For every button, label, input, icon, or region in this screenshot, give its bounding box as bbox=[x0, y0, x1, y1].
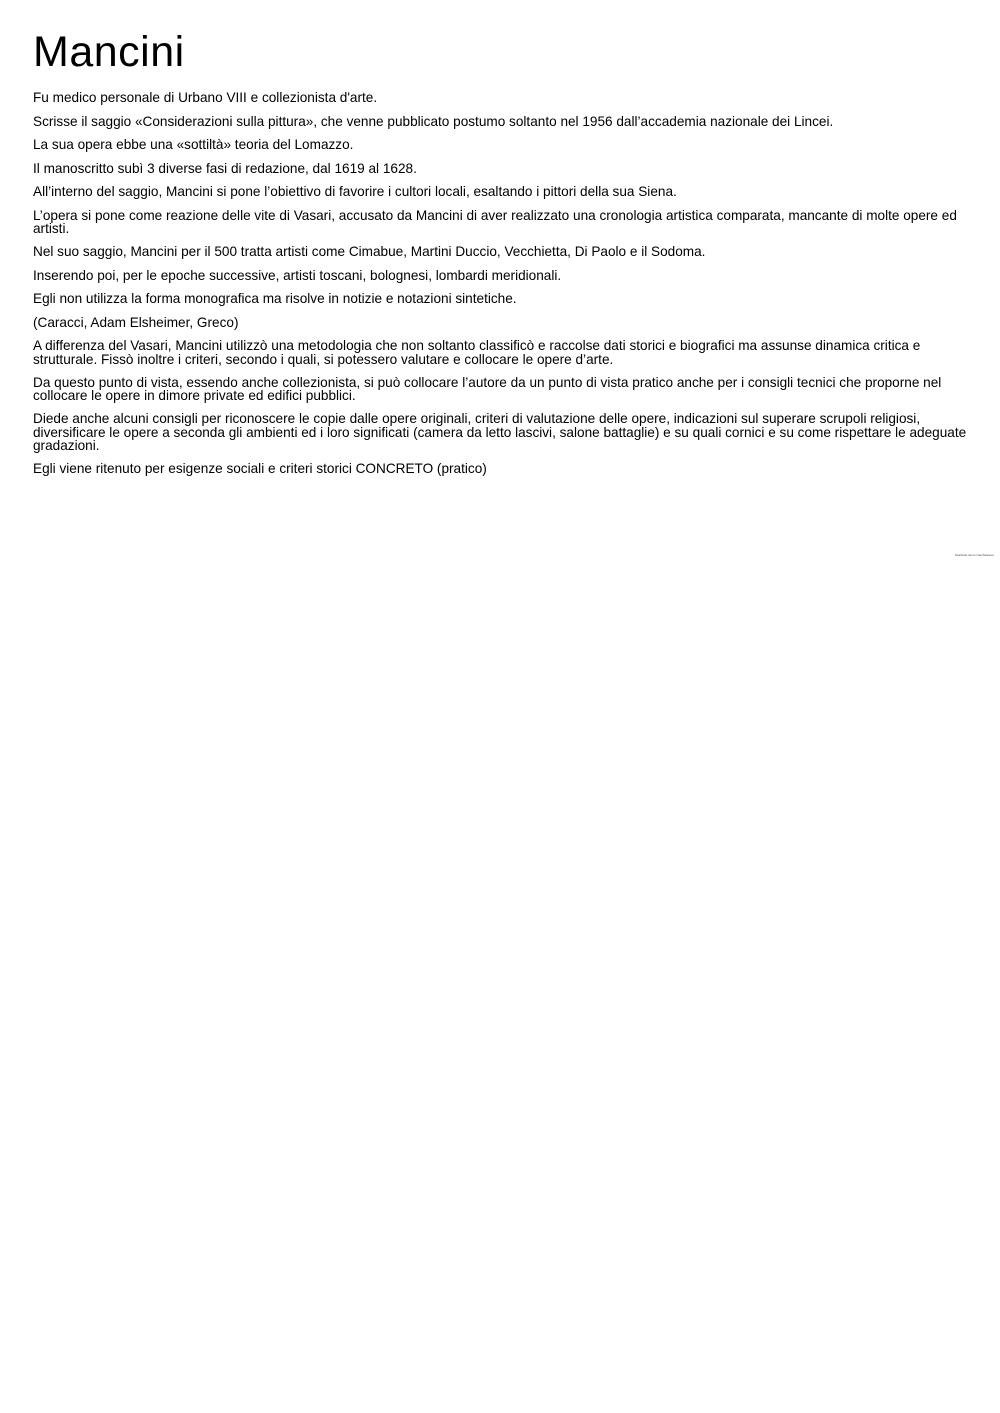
scanner-watermark: Scaricato da un CamScanner bbox=[954, 553, 994, 557]
paragraph-2: Scrisse il saggio «Considerazioni sulla pittura», che venne pubblicato postumo soltanto nel 1956 dall’accademia nazionale dei Lincei. bbox=[33, 113, 834, 129]
paragraph-14: Egli viene ritenuto per esigenze sociali e criteri storici CONCRETO (pratico) bbox=[33, 461, 487, 476]
paragraph-12: Da questo punto di vista, essendo anche collezionista, si può collocare l’autore da un punto di vista pratico anche per i consigli tecnici che proporne nel collocare le opere in dimore private ed edifici pubblici. bbox=[33, 374, 942, 403]
paragraph-4: Il manoscritto subì 3 diverse fasi di redazione, dal 1619 al 1628. bbox=[33, 160, 417, 176]
paragraph-9: Egli non utilizza la forma monografica ma risolve in notizie e notazioni sintetiche. bbox=[33, 291, 517, 306]
paragraph-13: Diede anche alcuni consigli per riconoscere le copie dalle opere originali, criteri di valutazione delle opere, indicazioni sul superare scrupoli religiosi, diversificare le opere a seconda gli ambienti ed i loro significati (camera da letto lascivi, salone battaglie) e su quali cornici e su come rispettare le adeguate gradazioni. bbox=[33, 411, 967, 453]
page-content bbox=[33, 26, 978, 486]
paragraph-10: (Caracci, Adam Elsheimer, Greco) bbox=[33, 314, 239, 330]
paragraph-8: Inserendo poi, per le epoche successive, artisti toscani, bolognesi, lombardi meridionali. bbox=[33, 267, 562, 283]
paragraph-6: L’opera si pone come reazione delle vite di Vasari, accusato da Mancini di aver realizzato una cronologia artistica comparata, mancante di molte opere ed artisti. bbox=[33, 207, 957, 236]
paragraph-1: Fu medico personale di Urbano VIII e collezionista d'arte. bbox=[33, 90, 378, 105]
paragraph-5: All’interno del saggio, Mancini si pone l’obiettivo di favorire i cultori locali, esaltando i pittori della sua Siena. bbox=[33, 184, 677, 199]
page-title: Mancini bbox=[33, 28, 185, 76]
paragraph-3: La sua opera ebbe una «sottiltà» teoria del Lomazzo. bbox=[33, 137, 354, 152]
paragraph-7: Nel suo saggio, Mancini per il 500 tratta artisti come Cimabue, Martini Duccio, Vecchietta, Di Paolo e il Sodoma. bbox=[33, 244, 706, 259]
paragraph-11: A differenza del Vasari, Mancini utilizzò una metodologia che non soltanto classificò e raccolse dati storici e biografici ma assunse dinamica critica e strutturale. Fissò inoltre i criteri, secondo i quali, si potessero valutare e collocare le opere d’arte. bbox=[33, 338, 921, 367]
